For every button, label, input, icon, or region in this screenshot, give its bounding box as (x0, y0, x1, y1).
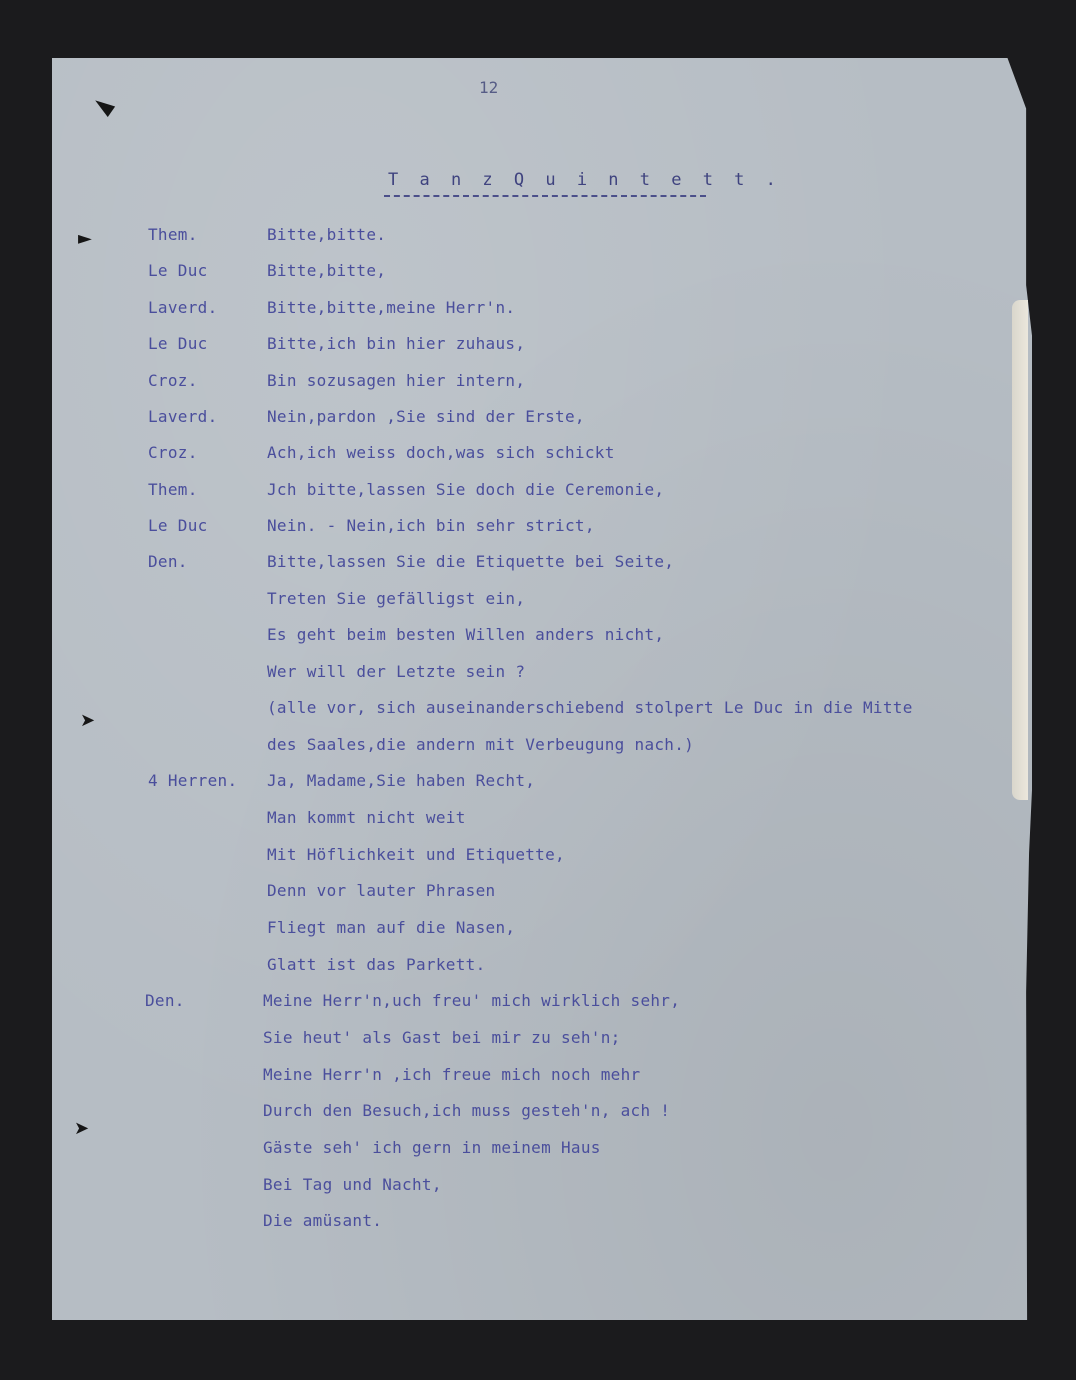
dialogue-line: Bitte,bitte, (267, 261, 387, 280)
speaker-label: Le Duc (148, 516, 208, 535)
speaker-label: 4 Herren. (148, 771, 238, 790)
dialogue-line: Nein. - Nein,ich bin sehr strict, (267, 516, 595, 535)
speaker-label: Them. (148, 480, 198, 499)
stage-direction: (alle vor, sich auseinanderschiebend stolpert Le Duc in die Mitte (267, 698, 913, 717)
dialogue-line: Bitte,lassen Sie die Etiquette bei Seite, (267, 552, 675, 571)
dialogue-line: Ja, Madame,Sie haben Recht, (267, 771, 536, 790)
dialogue-line: Ach,ich weiss doch,was sich schickt (267, 443, 615, 462)
punch-hole-mark-3: ➤ (80, 710, 96, 731)
speaker-label: Den. (148, 552, 188, 571)
page-number: 12 (479, 78, 499, 97)
dialogue-line: Wer will der Letzte sein ? (267, 662, 526, 681)
page-title: T a n z Q u i n t e t t . (388, 170, 782, 190)
dialogue-line: Meine Herr'n,uch freu' mich wirklich sehr, (263, 991, 681, 1010)
dialogue-line: Bitte,bitte,meine Herr'n. (267, 298, 516, 317)
speaker-label: Den. (145, 991, 185, 1010)
dialogue-line: Bei Tag und Nacht, (263, 1175, 442, 1194)
speaker-label: Croz. (148, 443, 198, 462)
dialogue-line: Bitte,bitte. (267, 225, 387, 244)
speaker-label: Le Duc (148, 334, 208, 353)
dialogue-line: Denn vor lauter Phrasen (267, 881, 496, 900)
dialogue-line: Sie heut' als Gast bei mir zu seh'n; (263, 1028, 621, 1047)
punch-hole-mark-1: ◄ (87, 86, 121, 124)
speaker-label: Them. (148, 225, 198, 244)
dialogue-line: Mit Höflichkeit und Etiquette, (267, 845, 565, 864)
dialogue-line: Treten Sie gefälligst ein, (267, 589, 526, 608)
punch-hole-mark-4: ➤ (74, 1118, 90, 1139)
speaker-label: Le Duc (148, 261, 208, 280)
dialogue-line: Gäste seh' ich gern in meinem Haus (263, 1138, 601, 1157)
dialogue-line: Glatt ist das Parkett. (267, 955, 486, 974)
punch-hole-mark-2: ► (78, 228, 92, 249)
dialogue-line: Bin sozusagen hier intern, (267, 371, 526, 390)
dialogue-line: Nein,pardon ,Sie sind der Erste, (267, 407, 585, 426)
dialogue-line: Bitte,ich bin hier zuhaus, (267, 334, 526, 353)
stage-direction: des Saales,die andern mit Verbeugung nach.) (267, 735, 695, 754)
speaker-label: Laverd. (148, 407, 218, 426)
dialogue-line: Fliegt man auf die Nasen, (267, 918, 516, 937)
dialogue-line: Die amüsant. (263, 1211, 383, 1230)
dialogue-line: Durch den Besuch,ich muss gesteh'n, ach ! (263, 1101, 671, 1120)
dialogue-line: Meine Herr'n ,ich freue mich noch mehr (263, 1065, 641, 1084)
speaker-label: Croz. (148, 371, 198, 390)
dialogue-line: Man kommt nicht weit (267, 808, 466, 827)
title-underline (384, 195, 706, 197)
dialogue-line: Es geht beim besten Willen anders nicht, (267, 625, 665, 644)
paper-sheet (52, 58, 1032, 1320)
dialogue-line: Jch bitte,lassen Sie doch die Ceremonie, (267, 480, 665, 499)
speaker-label: Laverd. (148, 298, 218, 317)
paper-edge (1012, 300, 1028, 800)
